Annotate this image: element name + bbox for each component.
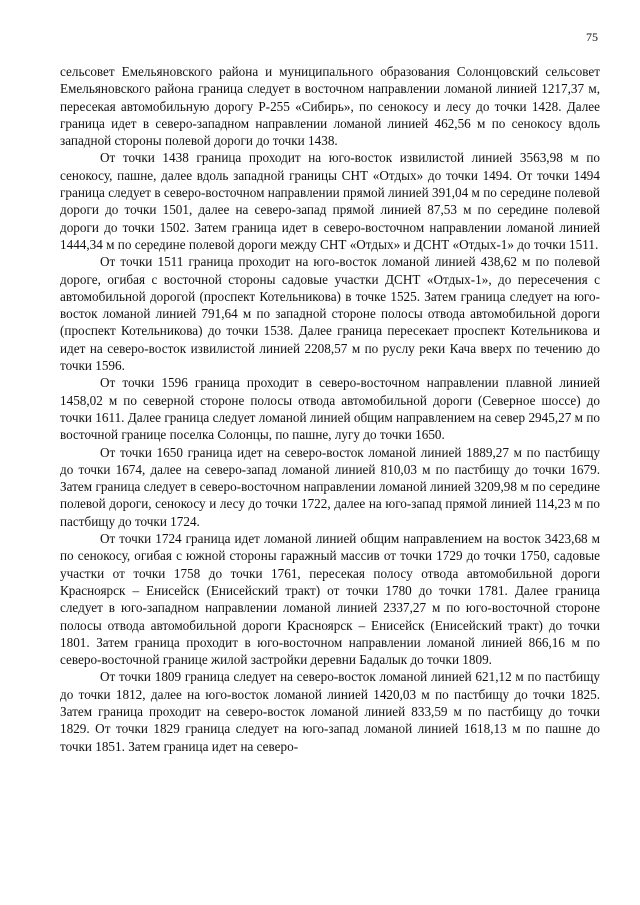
paragraph: От точки 1438 граница проходит на юго-восток извилистой линией 3563,98 м по сенокосу, пашне, далее вдоль западной границы СНТ «Отдых» до точки 1494. От точки 1494 граница следует в северо-восточном направлении прямой линией 391,04 м по середине полевой дороги до точки 1501, далее на северо-запад прямой линией 87,53 м по середине полевой дороги до точки 1502. Затем граница идет в северо-восточном направлении ломаной линией 1444,34 м по середине полевой дороги между СНТ «Отдых» и ДСНТ «Отдых-1» до точки 1511. <box>60 150 600 252</box>
paragraph: От точки 1724 граница идет ломаной линией общим направлением на восток 3423,68 м по сенокосу, огибая с южной стороны гаражный массив от точки 1729 до точки 1750, садовые участки от точки 1758 до точки 1761, пересекая полосу отвода автомобильной дороги Красноярск – Енисейск (Енисейский тракт) от точки 1780 до точки 1781. Далее граница следует в юго-западном направлении ломаной линией 2337,27 м по юго-восточной стороне полосы отвода автомобильной дороги Красноярск – Енисейск (Енисейский тракт) до точки 1801. Затем граница проходит в юго-восточном направлении ломаной линией 866,16 м по северо-восточной границе жилой застройки деревни Бадалык до точки 1809. <box>60 531 600 668</box>
page-number: 75 <box>586 30 598 44</box>
paragraph: От точки 1650 граница идет на северо-восток ломаной линией 1889,27 м по пастбищу до точки 1674, далее на северо-запад ломаной линией 810,03 м по пастбищу до точки 1679. Затем граница следует в северо-восточном направлении ломаной линией 3209,98 м по середине полевой дороги, сенокосу и лесу до точки 1722, далее на юго-запад прямой линией 114,23 м по пастбищу до точки 1724. <box>60 444 600 529</box>
paragraph: От точки 1511 граница проходит на юго-восток ломаной линией 438,62 м по полевой дороге, огибая с восточной стороны садовые участки ДСНТ «Отдых-1», до пересечения с автомобильной дорогой (проспект Котельникова) в точке 1525. Затем граница следует на юго-восток ломаной линией 791,64 м по западной стороне полосы отвода автомобильной дороги (проспект Котельникова) до точки 1538. Далее граница пересекает проспект Котельникова и идет на северо-восток извилистой линией 2208,57 м по руслу реки Кача вверх по течению до точки 1596. <box>60 254 600 374</box>
paragraph: От точки 1809 граница следует на северо-восток ломаной линией 621,12 м по пастбищу до точки 1812, далее на юго-восток ломаной линией 1420,03 м по пастбищу до точки 1825. Затем граница проходит на северо-восток ломаной линией 833,59 м по пастбищу до точки 1829. От точки 1829 граница следует на юго-запад ломаной линией 1618,13 м по пашне до точки 1851. Затем граница идет на северо- <box>60 669 600 754</box>
document-body <box>60 63 600 755</box>
paragraph: От точки 1596 граница проходит в северо-восточном направлении плавной линией 1458,02 м по северной стороне полосы отвода автомобильной дороги (Северное шоссе) до точки 1611. Далее граница следует ломаной линией общим направлением на север 2945,27 м по восточной границе поселка Солонцы, по пашне, лугу до точки 1650. <box>60 375 600 443</box>
paragraph: сельсовет Емельяновского района и муниципального образования Солонцовский сельсовет Емельяновского района граница следует в восточном направлении ломаной линией 1217,37 м, пересекая автомобильную дорогу Р-255 «Сибирь», по сенокосу и лесу до точки 1428. Далее граница идет в северо-западном направлении ломаной линией 462,56 м по сенокосу вдоль западной стороны полевой дороги до точки 1438. <box>60 64 600 149</box>
